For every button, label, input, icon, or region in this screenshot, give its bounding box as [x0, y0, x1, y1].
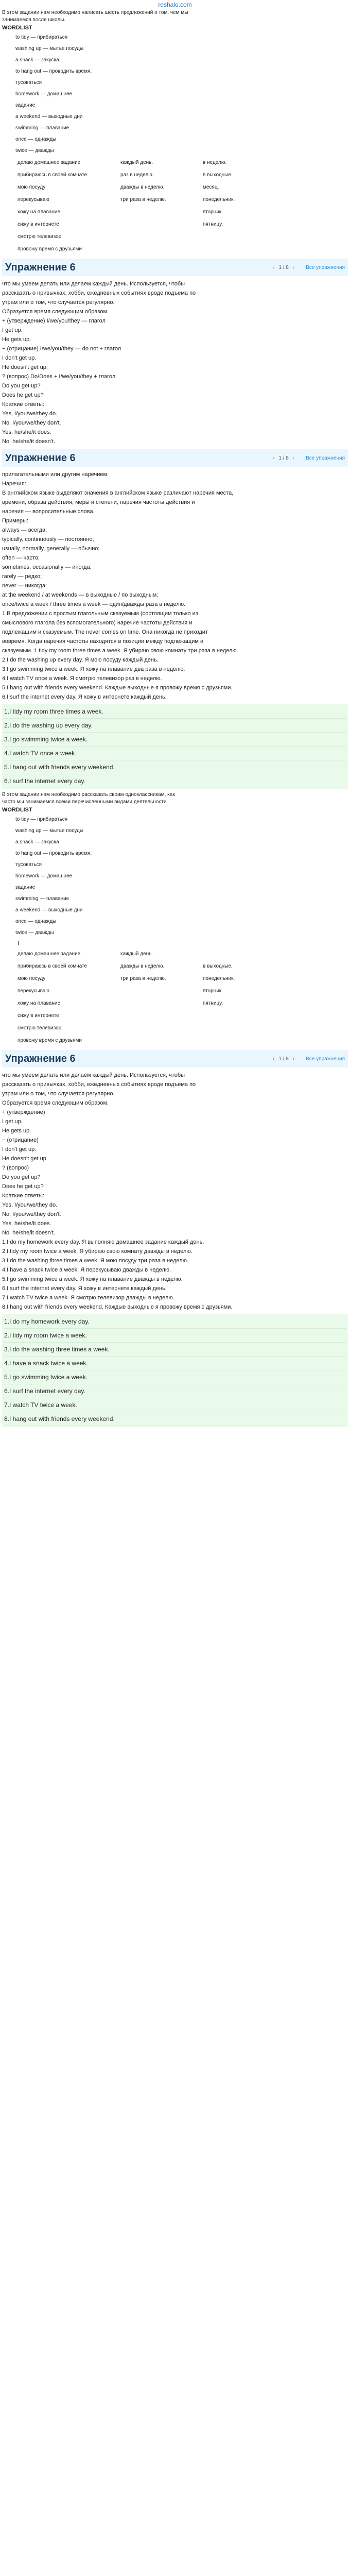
activity-grid: [18, 157, 348, 256]
grammar-line: 8.I hang out with friends every weekend. Каждые выходные я провожу время с друзьями.: [2, 1304, 233, 1310]
grammar-line: Yes, I/you/we/they do.: [2, 411, 58, 417]
activity-cell: хожу на плавание: [18, 209, 61, 215]
activity-cell: хожу на плавание: [18, 1001, 61, 1006]
exercise-3-section: [0, 1050, 350, 1427]
answer-line: 8.I hang out with friends every weekend.: [4, 1412, 346, 1426]
wordlist-term: once — однажды: [15, 919, 57, 924]
grammar-line: He doesn't get up.: [2, 364, 48, 370]
grammar-line: рассказать о привычках, хобби, ежедневных событиях вроде подъема по: [2, 1081, 196, 1088]
wordlist-term: swimming — плавание: [15, 896, 69, 902]
wordlist-term: a weekend — выходные дни: [15, 114, 83, 120]
wordlist-row: [15, 32, 348, 43]
all-exercises-link[interactable]: Все упражнения: [306, 455, 345, 461]
activity-cell: провожу время с друзьями: [18, 246, 82, 252]
wordlist-term: to hang out — проводить время; тусоваться: [15, 69, 92, 86]
time-cell: [203, 243, 306, 256]
explanation-line: смыслового глагола без вспомогательного) наречие частоты действия и: [2, 620, 192, 626]
grammar-line: − (отрицание): [2, 1137, 39, 1143]
explanation-line: rarely — редко;: [2, 573, 42, 580]
activity-cell: прибираюсь в своей комнате: [18, 172, 87, 178]
grammar-line: He gets up.: [2, 336, 31, 343]
wordlist-term: homework — домашнее задание: [15, 91, 73, 108]
exercise-1-section: [0, 259, 350, 446]
activity-grid-row: [18, 997, 348, 1010]
grammar-line: 5.I go swimming twice a week. Я хожу на плавание дважды в неделю.: [2, 1276, 183, 1282]
grammar-line: Краткие ответы:: [2, 1193, 44, 1199]
exercise-title: Упражнение 6: [5, 261, 76, 273]
wordlist-term: homework — домашнее задание: [15, 873, 73, 890]
page-counter: 1 / 8: [278, 264, 289, 270]
grammar-line: He gets up.: [2, 1128, 31, 1134]
grammar-line: I get up.: [2, 1118, 23, 1125]
next-arrow-icon[interactable]: ›: [292, 455, 295, 461]
grammar-line: утрам или о том, что случается регулярно.: [2, 1091, 115, 1097]
activity-grid-row: [18, 194, 348, 206]
answer-line: 5.I go swimming twice a week.: [4, 1370, 346, 1384]
grammar-line: Yes, he/she/it does.: [2, 1221, 51, 1227]
time-cell: понедельник.: [203, 976, 235, 981]
grammar-line: ? (вопрос): [2, 1165, 29, 1171]
frequency-cell: три раза в неделю.: [120, 197, 166, 202]
grammar-line: 4.I have a snack twice a week. Я перекусываю дважды в неделю.: [2, 1267, 171, 1273]
frequency-cell: три раза в неделю.: [120, 976, 166, 981]
grammar-line: No, he/she/it doesn't.: [2, 438, 55, 445]
grammar-line: 2.I tidy my room twice a week. Я убираю свою комнату дважды в неделю.: [2, 1248, 192, 1255]
answer-line: 7.I watch TV twice a week.: [4, 1398, 346, 1412]
activity-cell: делаю домашнее задание: [18, 160, 81, 165]
explanation-line: 5.I hang out with friends every weekend. Каждые выходные я провожу время с друзьями.: [2, 685, 233, 691]
wordlist-row: [15, 814, 348, 825]
activity-cell: сижу в интернете: [18, 1013, 59, 1019]
grammar-line: Does he get up?: [2, 392, 44, 398]
activity-cell: провожу время с друзьями: [18, 1038, 82, 1043]
explanation-line: never — никогда;: [2, 583, 47, 589]
answer-line: 1.I tidy my room three times a week.: [4, 705, 346, 719]
grammar-line: + (утверждение): [2, 1109, 45, 1115]
wordlist-row: [15, 111, 348, 123]
frequency-cell: раз в неделю.: [120, 172, 154, 178]
time-cell: пятницу.: [203, 222, 223, 227]
wordlist-row: [15, 145, 348, 157]
explanation-line: typically, continuously — постоянно;: [2, 536, 94, 543]
wordlist-term: a snack — закуска: [15, 839, 59, 845]
wordlist-term: a snack — закуска: [15, 57, 59, 63]
explanation-line: 2.I do the washing up every day. Я мою посуду каждый день.: [2, 657, 159, 663]
activity-cell: делаю домашнее задание: [18, 951, 81, 957]
frequency-cell: [120, 985, 203, 997]
wordlist-2-section: [0, 807, 350, 1047]
explanation-line: 4.I watch TV once a week. Я смотрю телевизор раз в неделю.: [2, 675, 162, 682]
exercise-nav: [273, 265, 345, 270]
wordlist-row: [15, 55, 348, 66]
answer-line: 4.I watch TV once a week.: [4, 747, 346, 760]
time-cell: в неделю.: [203, 160, 227, 165]
time-cell: пятницу.: [203, 1001, 223, 1006]
site-name[interactable]: reshalo.com: [158, 1, 192, 8]
grammar-line: + (утверждение) I/we/you/they — глагол: [2, 318, 106, 324]
grammar-line: I don't get up.: [2, 355, 37, 361]
time-cell: [203, 948, 306, 960]
prev-arrow-icon[interactable]: ‹: [272, 455, 275, 461]
grammar-line: No, I/you/we/they don't.: [2, 420, 61, 426]
activity-cell: сижу в интернете: [18, 222, 59, 227]
activity-cell: мою посуду: [18, 184, 46, 190]
time-cell: [203, 1022, 306, 1035]
wordlist-term: swimming — плавание: [15, 125, 69, 131]
time-cell: понедельник.: [203, 197, 235, 202]
explanation-line: 6.I surf the internet every day. Я хожу в интернете каждый день.: [2, 694, 167, 700]
next-arrow-icon[interactable]: ›: [292, 264, 295, 270]
wordlist-row: [15, 123, 348, 134]
activity-grid-row: [18, 243, 348, 256]
answer-line: 3.I go swimming twice a week.: [4, 733, 346, 747]
wordlist-row: [15, 43, 348, 55]
activity-cell: прибираюсь в своей комнате: [18, 963, 87, 969]
wordlist-title: WORDLIST: [2, 807, 32, 813]
explanation-line: 1.В предложении с простым глагольным сказуемым (состоящим только из: [2, 611, 198, 617]
grammar-line: 6.I surf the internet every day. Я хожу в интернете каждый день.: [2, 1285, 167, 1292]
grammar-line: что мы умеем делать или делаем каждый день. Используется, чтобы: [2, 1072, 185, 1078]
grammar-line: Do you get up?: [2, 383, 41, 389]
explanation-line: сказуемым. 1 tidy my room three times a week. Я убираю свою комнату три раза в неделю.: [2, 648, 238, 654]
wordlist-term: to tidy — прибираться: [15, 817, 68, 822]
activity-grid-row: [18, 985, 348, 997]
wordlist-section: [0, 25, 350, 256]
activity-grid: [18, 939, 348, 1047]
grammar-line: He doesn't get up.: [2, 1156, 48, 1162]
page-counter: 1 / 8: [278, 455, 289, 461]
explanation-line: often — часто;: [2, 555, 40, 561]
grammar-line: Образуется время следующим образом.: [2, 309, 109, 315]
grammar-line: No, I/you/we/they don't.: [2, 1211, 61, 1217]
exercise-2-section: [0, 449, 350, 789]
wordlist-term: to tidy — прибираться: [15, 35, 68, 40]
wordlist-row: [15, 871, 348, 893]
wordlist-term: twice — дважды: [15, 930, 54, 936]
answer-line: 4.I have a snack twice a week.: [4, 1357, 346, 1370]
intro-line: В этом задании нам необходимо рассказать своим одноклассникам, как: [2, 792, 175, 798]
activity-grid-row: [18, 181, 348, 194]
wordlist-row: [15, 837, 348, 848]
activity-grid-row: [18, 1010, 348, 1022]
activity-grid-row: [18, 948, 348, 960]
frequency-cell: [120, 1022, 203, 1035]
explanation-line: Наречия:: [2, 481, 26, 487]
answer-line: 6.I surf the internet every day.: [4, 774, 346, 788]
wordlist-table: [15, 32, 348, 157]
answer-line: 2.I tidy my room twice a week.: [4, 1329, 346, 1343]
grammar-line: 1.I do my homework every day. Я выполняю домашнее задание каждый день.: [2, 1239, 204, 1245]
answer-block: [2, 1314, 348, 1427]
grammar-line: I don't get up.: [2, 1146, 37, 1153]
explanation-line: прилагательными или другим наречием.: [2, 471, 109, 478]
grammar-line: рассказать о привычках, хобби, ежедневных событиях вроде подъема по: [2, 290, 196, 296]
activity-cell: перекусываю: [18, 197, 49, 202]
explanation-line: sometimes, occasionally — иногда;: [2, 564, 92, 570]
frequency-cell: [120, 997, 203, 1010]
grammar-line: что мы умеем делать или делаем каждый день. Используется, чтобы: [2, 281, 185, 287]
activity-cell: смотрю телевизор: [18, 234, 62, 240]
wordlist-row: [15, 927, 348, 939]
grammar-line: 7.I watch TV twice a week. Я смотрю телевизор дважды в неделю.: [2, 1295, 174, 1301]
grammar-line: 3.I do the washing three times a week. Я мою посуду три раза в неделю.: [2, 1258, 188, 1264]
exercise-nav: [273, 1056, 345, 1062]
activity-grid-row: [18, 1022, 348, 1035]
time-cell: [203, 231, 306, 243]
time-cell: в выходные.: [203, 172, 233, 178]
activity-grid-row: [18, 169, 348, 181]
prev-arrow-icon[interactable]: ‹: [272, 264, 275, 270]
explanation-line: времени, образа действия, меры и степени, наречия частоты действия и: [2, 499, 195, 505]
activity-grid-row: [18, 206, 348, 218]
frequency-cell: [120, 231, 203, 243]
frequency-cell: [120, 206, 203, 218]
exercise-nav: [273, 455, 345, 461]
explanation-line: В английском языке выделяют значения в английском языке различают наречия места,: [2, 490, 234, 496]
time-cell: в выходные.: [203, 963, 233, 969]
next-arrow-icon[interactable]: ›: [292, 1056, 295, 1062]
activity-cell: мою посуду: [18, 976, 46, 981]
wordlist-term: washing up — мытье посуды: [15, 828, 84, 834]
explanation-line: вовремя. Когда наречия частоты находятся в позиции между подлежащим и: [2, 638, 204, 645]
wordlist-title: WORDLIST: [2, 25, 32, 31]
time-cell: вторник.: [203, 988, 223, 994]
explanation-line: наречия — вопросительные слова.: [2, 509, 95, 515]
grammar-line: Yes, I/you/we/they do.: [2, 1202, 58, 1208]
exercise-title: Упражнение 6: [5, 452, 76, 464]
exercise-header: [2, 259, 348, 276]
answer-block: [2, 704, 348, 789]
activity-grid-row: [18, 231, 348, 243]
exercise-header: [2, 1050, 348, 1067]
grammar-line: Образуется время следующим образом.: [2, 1100, 109, 1106]
explanation-line: подлежащим и сказуемым. The never comes on time. Она никогда не приходит: [2, 629, 208, 635]
wordlist-term: to hang out — проводить время; тусоваться: [15, 851, 92, 868]
intro-line: В этом задании нам необходимо написать шесть предложений о том, чем мы: [2, 10, 188, 15]
prev-arrow-icon[interactable]: ‹: [272, 1056, 275, 1062]
all-exercises-link[interactable]: Все упражнения: [306, 264, 345, 270]
frequency-cell: дважды в неделю.: [120, 963, 165, 969]
answer-line: 2.I do the washing up every day.: [4, 719, 346, 733]
time-cell: месяц.: [203, 184, 219, 190]
frequency-cell: [120, 243, 203, 256]
grammar-line: Yes, he/she/it does.: [2, 429, 51, 435]
frequency-cell: [120, 1035, 203, 1047]
grammar-line: Does he get up?: [2, 1183, 44, 1190]
exercise-title: Упражнение 6: [5, 1053, 76, 1064]
intro-line: занимаемся после школы.: [2, 17, 66, 23]
time-cell: вторник.: [203, 209, 223, 215]
wordlist-row: [15, 893, 348, 905]
wordlist-term: once — однажды: [15, 137, 57, 142]
explanation-line: always — всегда;: [2, 527, 47, 533]
grid-subject-label: I: [18, 940, 20, 946]
grammar-line: Краткие ответы:: [2, 401, 44, 408]
grammar-line: No, he/she/it doesn't.: [2, 1230, 55, 1236]
wordlist-row: [15, 848, 348, 871]
frequency-cell: каждый день.: [120, 951, 153, 957]
wordlist-row: [15, 916, 348, 927]
explanation-line: 3.I go swimming twice a week. Я хожу на плавание два раза в неделю.: [2, 666, 185, 672]
answer-line: 3.I do the washing three times a week.: [4, 1343, 346, 1357]
activity-grid-row: [18, 973, 348, 985]
wordlist-row: [15, 89, 348, 111]
answer-line: 6.I surf the internet every day.: [4, 1384, 346, 1398]
grammar-line: − (отрицание) I/we/you/they — do not + глагол: [2, 346, 121, 352]
site-header[interactable]: [0, 0, 350, 9]
wordlist-term: a weekend — выходные дни: [15, 907, 83, 913]
grammar-line: утрам или о том, что случается регулярно.: [2, 299, 115, 306]
explanation-line: Примеры:: [2, 518, 28, 524]
grammar-line: ? (вопрос) Do/Does + I/we/you/they + глагол: [2, 374, 116, 380]
answer-line: 1.I do my homework every day.: [4, 1315, 346, 1329]
page-counter: 1 / 8: [278, 1056, 289, 1062]
frequency-cell: [120, 218, 203, 231]
wordlist-row: [15, 825, 348, 837]
time-cell: [203, 1010, 306, 1022]
wordlist-row: [15, 66, 348, 89]
wordlist-table: [15, 814, 348, 939]
intro-section: [0, 9, 350, 24]
activity-grid-row: [18, 960, 348, 973]
grammar-line: Do you get up?: [2, 1174, 41, 1180]
explanation-line: usually, normally, generally — обычно;: [2, 546, 100, 552]
frequency-cell: дважды в неделю.: [120, 184, 165, 190]
wordlist-row: [15, 905, 348, 916]
all-exercises-link[interactable]: Все упражнения: [306, 1056, 345, 1062]
wordlist-term: twice — дважды: [15, 148, 54, 154]
activity-grid-row: [18, 1035, 348, 1047]
grammar-line: I get up.: [2, 327, 23, 333]
activity-cell: перекусываю: [18, 988, 49, 994]
time-cell: [203, 1035, 306, 1047]
wordlist-row: [15, 134, 348, 145]
intro-line: часто мы занимаемся всеми перечисленными видами деятельности.: [2, 799, 168, 805]
wordlist-term: washing up — мытье посуды: [15, 46, 84, 52]
explanation-line: once/twice a week / three times a week — один/дважды раза в неделю.: [2, 601, 186, 607]
exercise-header: [2, 449, 348, 467]
section-2-intro: [0, 791, 350, 806]
activity-grid-row: [18, 157, 348, 169]
answer-line: 5.I hang out with friends every weekend.: [4, 760, 346, 774]
frequency-cell: каждый день.: [120, 160, 153, 165]
explanation-line: at the weekend / at weekends — в выходные / по выходным;: [2, 592, 159, 598]
activity-grid-row: [18, 218, 348, 231]
frequency-cell: [120, 1010, 203, 1022]
activity-cell: смотрю телевизор: [18, 1025, 62, 1031]
